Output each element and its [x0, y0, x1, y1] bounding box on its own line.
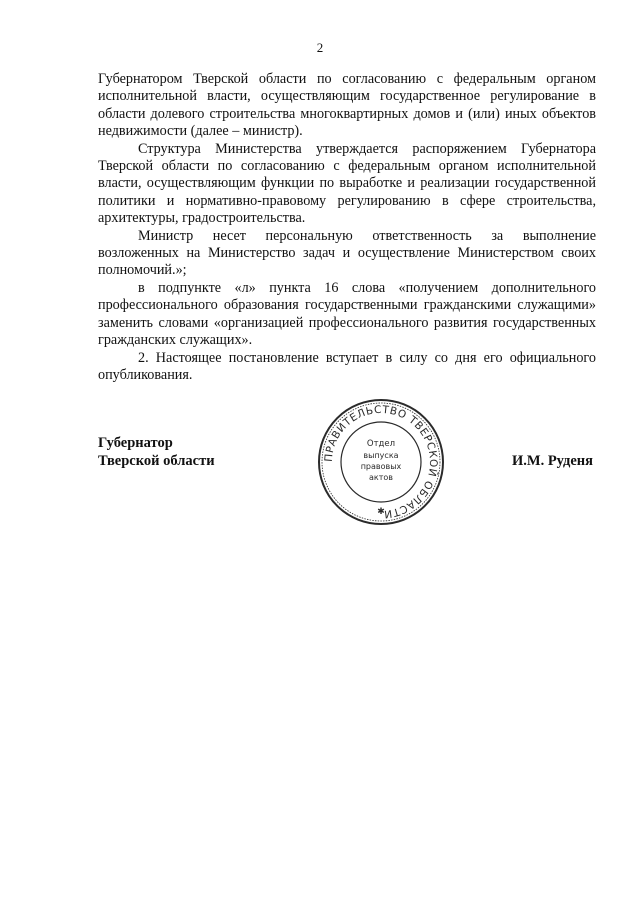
stamp-center-line3: правовых [360, 462, 402, 471]
stamp-star-icon: ✱ [377, 507, 385, 517]
signature-title-line2: Тверской области [98, 453, 215, 469]
signature-title [98, 434, 215, 470]
official-stamp [316, 397, 446, 527]
stamp-center-line1: Отдел [366, 439, 396, 449]
paragraph-responsibility: Министр несет персональную ответственность за выполнение возложенных на Министерство задач и осуществление Министерством своих полномочий.»; [98, 227, 596, 279]
stamp-seal-icon [316, 397, 446, 527]
paragraph-structure: Структура Министерства утверждается распоряжением Губернатора Тверской области по согласованию с федеральным органом исполнительной власти, осуществляющим функции по выработке и реализации государственной политики и нормативно-правовому регулированию в сфере строительства, архитектуры, градостроительства. [98, 140, 596, 227]
paragraph-amendment: в подпункте «л» пункта 16 слова «получением дополнительного профессионального образования государственными гражданскими служащими» заменить словами «организацией профессионального развития государственных гражданских служащих». [98, 279, 596, 349]
document-body [98, 71, 596, 384]
signature-title-line1: Губернатор [98, 435, 173, 451]
signatory-name: И.М. Руденя [511, 453, 593, 469]
paragraph-continuation: Губернатором Тверской области по согласованию с федеральным органом исполнительной власти, осуществляющим государственное регулирование в области долевого строительства многоквартирных домов и (или) иных объектов недвижимости (далее – министр). [98, 71, 596, 140]
stamp-center-line4: актов [368, 473, 394, 482]
stamp-ring-text: ПРАВИТЕЛЬСТВО ТВЕРСКОЙ ОБЛАСТИ [322, 403, 440, 521]
stamp-center-line2: выпуска [363, 451, 399, 460]
page-number: 2 [316, 40, 324, 55]
paragraph-effective-date: 2. Настоящее постановление вступает в силу со дня его официального опубликования. [98, 349, 596, 383]
